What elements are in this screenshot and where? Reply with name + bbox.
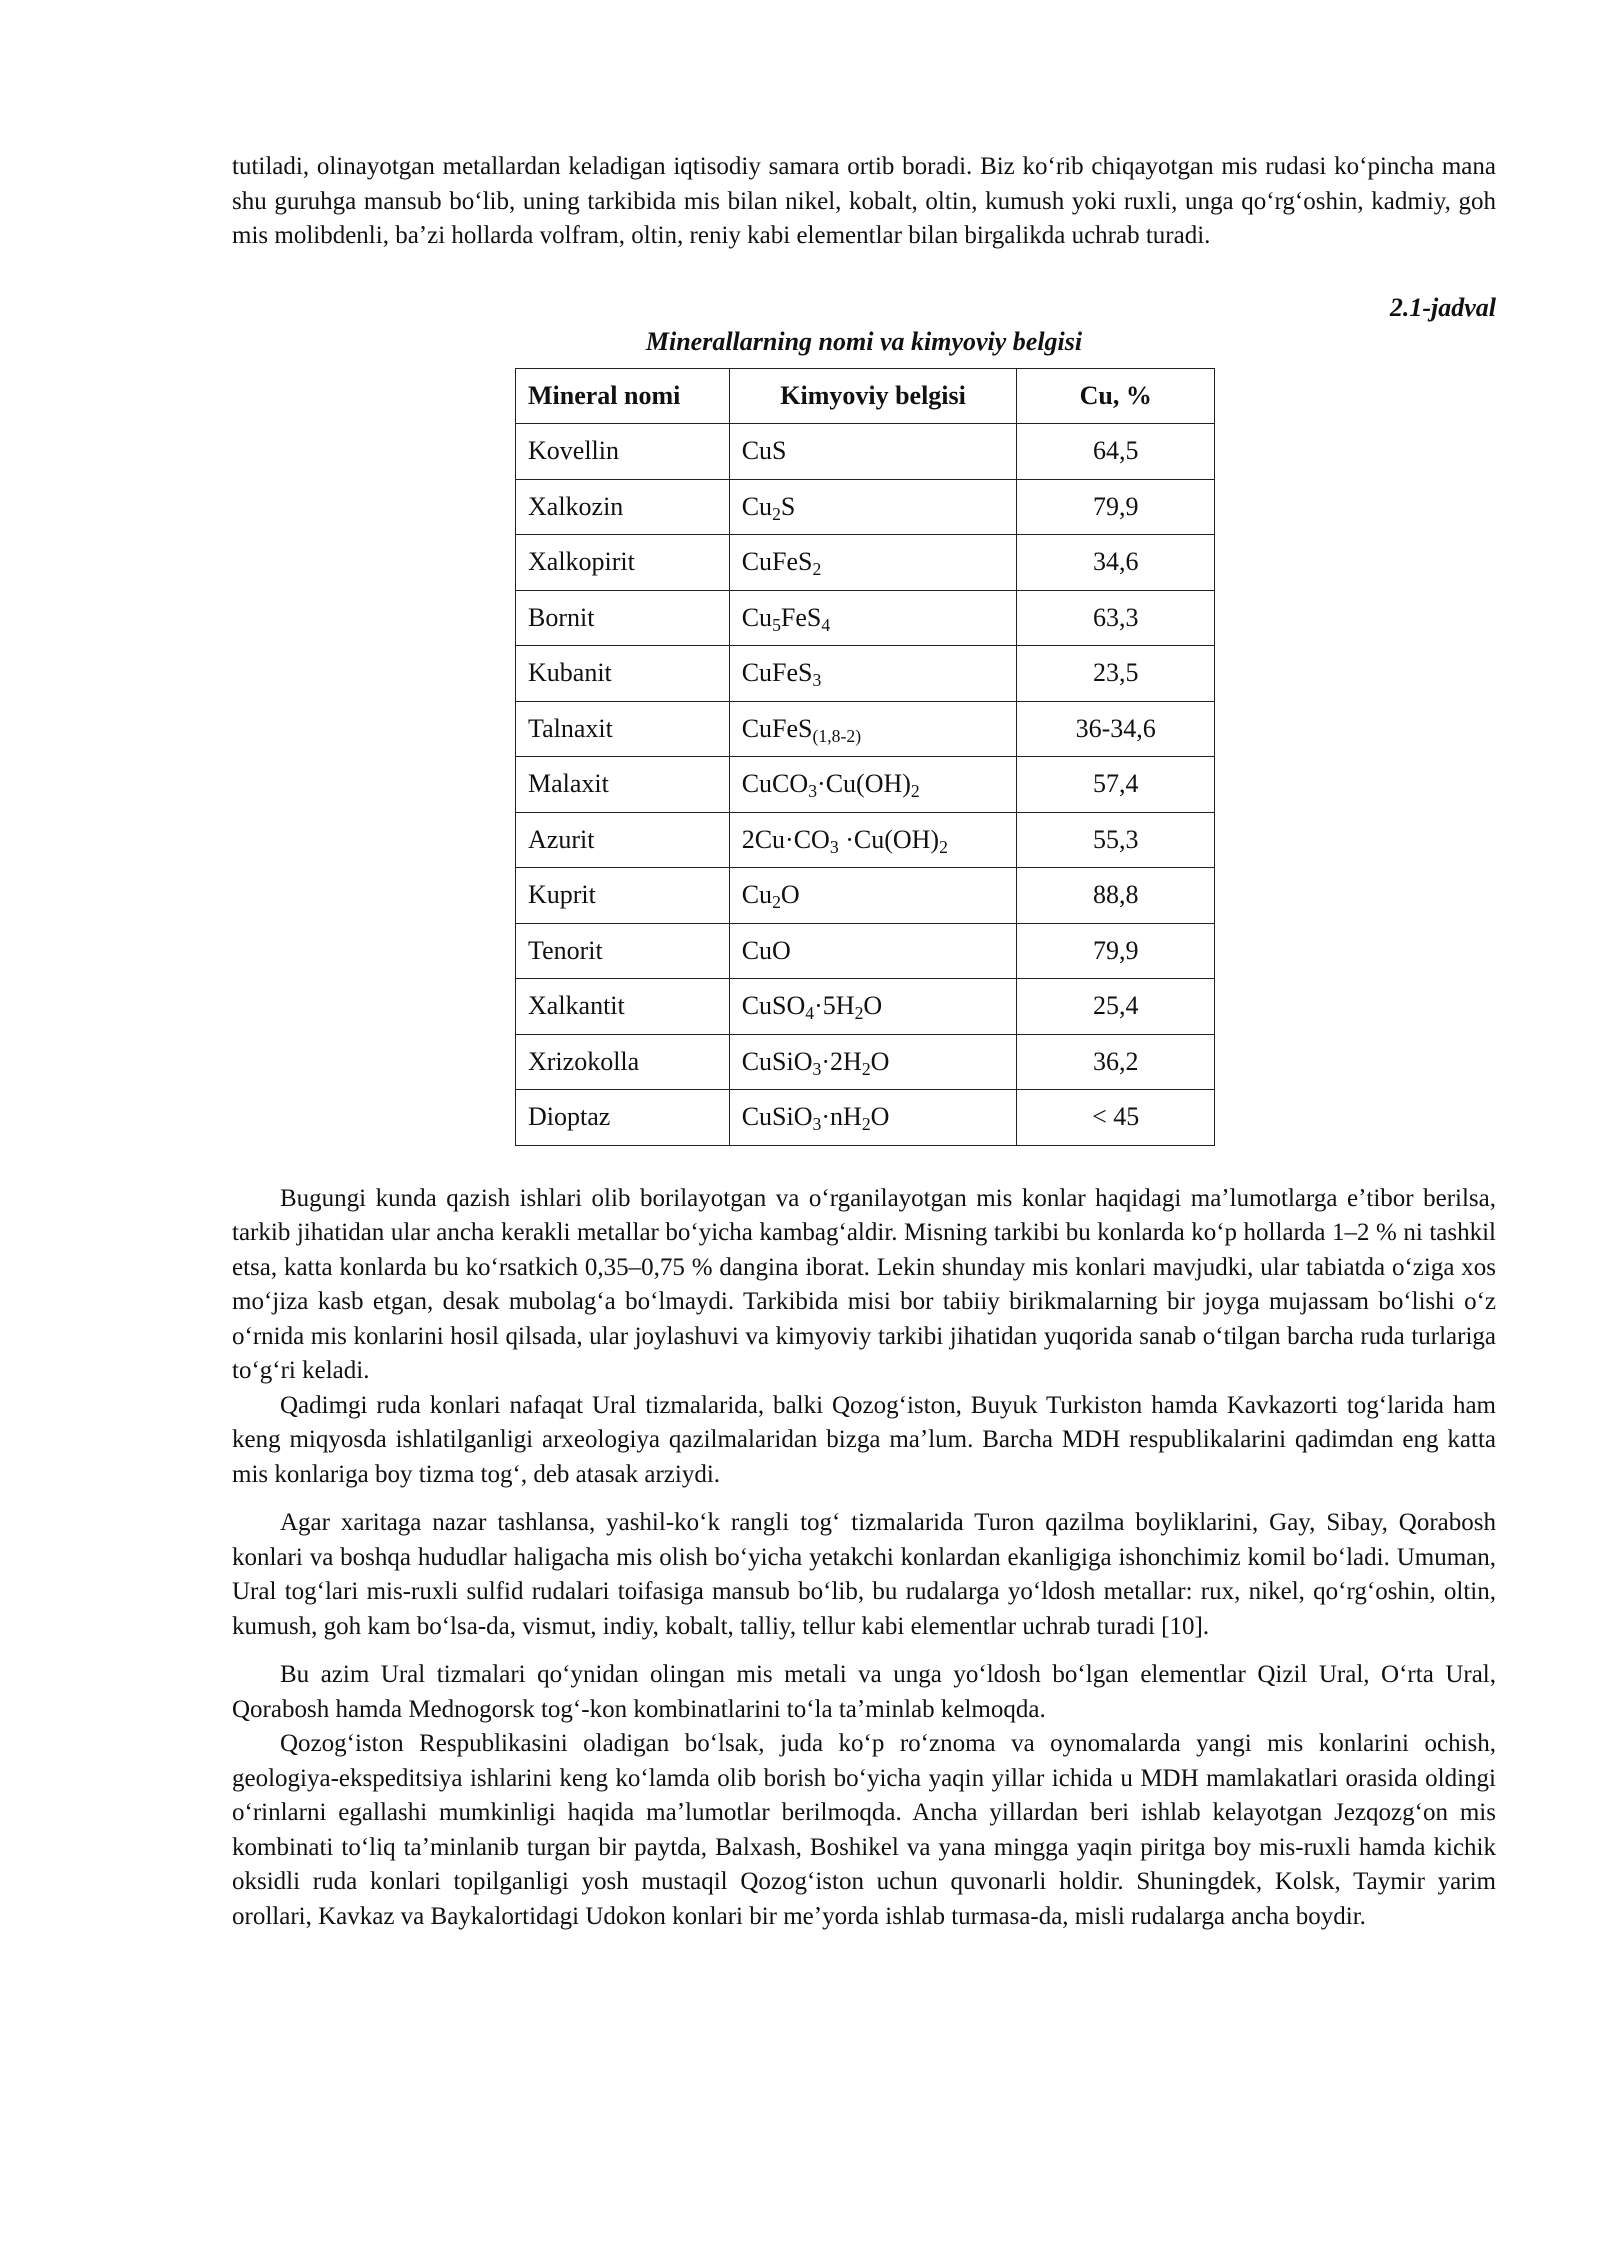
table-row <box>516 812 1215 868</box>
formula-text: CuFeS <box>741 713 813 743</box>
copper-percent-cell: 57,4 <box>1017 757 1215 813</box>
table-row <box>516 1090 1215 1146</box>
formula-subscript: 2 <box>861 1058 871 1079</box>
mineral-name-cell: Talnaxit <box>516 701 730 757</box>
mineral-name-cell: Xalkozin <box>516 479 730 535</box>
formula-subscript: (1,8-2) <box>812 725 862 746</box>
mineral-name-cell: Xalkantit <box>516 979 730 1035</box>
mineral-name-cell: Kovellin <box>516 424 730 480</box>
copper-percent-cell: 55,3 <box>1017 812 1215 868</box>
copper-percent-cell: 88,8 <box>1017 868 1215 924</box>
formula-subscript: 3 <box>808 781 818 802</box>
table-row <box>516 590 1215 646</box>
table-row <box>516 646 1215 702</box>
table-header-row <box>516 368 1215 424</box>
formula-text: ·nH <box>821 1102 862 1132</box>
formula-subscript: 2 <box>772 892 781 913</box>
formula-text: O <box>870 1046 890 1076</box>
header-copper-percent: Cu, % <box>1017 368 1215 424</box>
formula-subscript: 2 <box>772 503 781 524</box>
chemical-formula-cell <box>729 424 1017 480</box>
formula-text: FeS <box>780 602 822 632</box>
copper-percent-cell: 79,9 <box>1017 479 1215 535</box>
formula-text: CuFeS <box>741 547 813 577</box>
mineral-name-cell: Malaxit <box>516 757 730 813</box>
formula-text: O <box>780 880 800 910</box>
table-row <box>516 979 1215 1035</box>
formula-text: CuCO <box>741 769 809 799</box>
mineral-name-cell: Tenorit <box>516 923 730 979</box>
table-row <box>516 757 1215 813</box>
formula-subscript: 3 <box>812 1058 822 1079</box>
formula-text: CuSiO <box>741 1102 813 1132</box>
copper-percent-cell: 79,9 <box>1017 923 1215 979</box>
copper-percent-cell: 36-34,6 <box>1017 701 1215 757</box>
formula-subscript: 3 <box>812 670 822 691</box>
copper-percent-cell: 23,5 <box>1017 646 1215 702</box>
formula-text: 2Cu·CO <box>741 824 830 854</box>
copper-percent-cell: 63,3 <box>1017 590 1215 646</box>
body-paragraph: Qozogʻiston Respublikasini oladigan boʻlsak, juda koʻp roʻznoma va oynomalarda yangi mis konlarini ochish, geologiya-ekspeditsiya ishlarini keng koʻlamda olib borish boʻyicha yaqin yillar ichida u MDH mamlakatlari orasida oldingi oʻrinlarni egallashi mumkinligi haqida maʼlumotlar berilmoqda. Ancha yillardan beri ishlab kelayotgan Jezqozgʻon mis kombinati toʻliq taʼminlanib turgan bir paytda, Balxash, Boshikel va yana mingga yaqin piritga boy mis-ruxli hamda kichik oksidli ruda konlari topilganligi yosh mustaqil Qozogʻiston uchun quvonarli holdir. Shuningdek, Kolsk, Taymir yarim orollari, Kavkaz va Baykalortidagi Udokon konlari bir meʼyorda ishlab turmasa-da, misli rudalarga ancha boydir. <box>232 1730 1496 1930</box>
table-row <box>516 923 1215 979</box>
table-row <box>516 701 1215 757</box>
chemical-formula-cell <box>729 646 1017 702</box>
body-paragraph: Qadimgi ruda konlari nafaqat Ural tizmalarida, balki Qozogʻiston, Buyuk Turkiston hamda Kavkazorti togʻlarida ham keng miqyosda ishlatilganligi arxeologiya qazilmalaridan bizga maʼlum. Barcha MDH respublikalarini qadimdan eng katta mis konlariga boy tizma togʻ, deb atasak arziydi. <box>232 1391 1496 1488</box>
formula-text: O <box>870 1102 890 1132</box>
table-row <box>516 868 1215 924</box>
table-row <box>516 479 1215 535</box>
mineral-name-cell: Xalkopirit <box>516 535 730 591</box>
body-paragraph: Bu azim Ural tizmalari qoʻynidan olingan mis metali va unga yoʻldosh boʻlgan elementlar Qizil Ural, Oʻrta Ural, Qorabosh hamda Mednogorsk togʻ-kon kombinatlarini toʻla taʼminlab kelmoqda. <box>232 1661 1496 1723</box>
copper-percent-cell: 34,6 <box>1017 535 1215 591</box>
copper-percent-cell: 25,4 <box>1017 979 1215 1035</box>
formula-text: ·2H <box>821 1046 862 1076</box>
minerals-table <box>515 368 1215 1146</box>
formula-subscript: 3 <box>812 1114 822 1135</box>
formula-subscript: 4 <box>821 614 831 635</box>
copper-percent-cell: 64,5 <box>1017 424 1215 480</box>
formula-text: Cu <box>741 491 773 521</box>
formula-text: S <box>780 491 796 521</box>
formula-subscript: 2 <box>861 1114 871 1135</box>
formula-text: CuS <box>741 436 787 466</box>
chemical-formula-cell <box>729 1090 1017 1146</box>
formula-text: ·Cu(OH) <box>838 824 940 854</box>
formula-text: O <box>863 991 883 1021</box>
chemical-formula-cell <box>729 979 1017 1035</box>
formula-text: ·Cu(OH) <box>817 769 911 799</box>
mineral-name-cell: Dioptaz <box>516 1090 730 1146</box>
formula-text: CuO <box>741 935 791 965</box>
header-chemical-formula: Kimyoviy belgisi <box>729 368 1017 424</box>
chemical-formula-cell <box>729 1034 1017 1090</box>
chemical-formula-cell <box>729 590 1017 646</box>
table-body <box>516 424 1215 1146</box>
chemical-formula-cell <box>729 923 1017 979</box>
chemical-formula-cell <box>729 812 1017 868</box>
mineral-name-cell: Kuprit <box>516 868 730 924</box>
header-mineral-name: Mineral nomi <box>516 368 730 424</box>
formula-text: CuFeS <box>741 658 813 688</box>
paragraph-top: tutiladi, olinayotgan metallardan keladigan iqtisodiy samara ortib boradi. Biz koʻrib chiqayotgan mis rudasi koʻpincha mana shu guruhga mansub boʻlib, uning tarkibida mis bilan nikel, kobalt, oltin, kumush yoki ruxli, unga qoʻrgʻoshin, kadmiy, goh mis molibdenli, baʼzi hollarda volfram, oltin, reniy kabi elementlar bilan birgalikda uchrab turadi. <box>232 153 1496 249</box>
mineral-name-cell: Kubanit <box>516 646 730 702</box>
formula-subscript: 3 <box>829 836 839 857</box>
body-paragraph: Agar xaritaga nazar tashlansa, yashil-koʻk rangli togʻ tizmalarida Turon qazilma boyliklarini, Gay, Sibay, Qorabosh konlari va boshqa hududlar haligacha mis olish boʻyicha yetakchi konlardan ekanligiga ishonchimiz komil boʻladi. Umuman, Ural togʻlari mis-ruxli sulfid rudalari toifasiga mansub boʻlib, bu rudalarga yoʻldosh metallar: rux, nikel, qoʻrgʻoshin, oltin, kumush, goh kam boʻlsa-da, vismut, indiy, kobalt, talliy, tellur kabi elementlar uchrab turadi [10]. <box>232 1509 1496 1640</box>
formula-text: Cu <box>741 602 773 632</box>
formula-subscript: 5 <box>772 614 781 635</box>
formula-text: CuSiO <box>741 1046 813 1076</box>
formula-text: Cu <box>741 880 773 910</box>
formula-subscript: 2 <box>939 836 948 857</box>
mineral-name-cell: Xrizokolla <box>516 1034 730 1090</box>
table-number-label: 2.1-jadval <box>1389 292 1496 322</box>
table-row <box>516 424 1215 480</box>
document-page <box>232 150 1496 1934</box>
copper-percent-cell: < 45 <box>1017 1090 1215 1146</box>
body-text <box>232 1182 1496 1935</box>
formula-subscript: 2 <box>812 559 822 580</box>
mineral-name-cell: Azurit <box>516 812 730 868</box>
formula-subscript: 2 <box>910 781 920 802</box>
formula-text: ·5H <box>814 991 855 1021</box>
formula-subscript: 2 <box>854 1003 864 1024</box>
chemical-formula-cell <box>729 535 1017 591</box>
chemical-formula-cell <box>729 479 1017 535</box>
body-paragraph: Bugungi kunda qazish ishlari olib borilayotgan va oʻrganilayotgan mis konlar haqidagi maʼlumotlarga eʼtibor berilsa, tarkib jihatidan ular ancha kerakli metallar boʻyicha kambagʻaldir. Misning tarkibi bu konlarda koʻp hollarda 1–2 % ni tashkil etsa, katta konlarda bu koʻrsatkich 0,35–0,75 % dangina iborat. Lekin shunday mis konlari mavjudki, ular tabiatda oʻziga xos moʻjiza kasb etgan, desak mubolagʻa boʻlmaydi. Tarkibida misi bor tabiiy birikmalarning bir joyga mujassam boʻlishi oʻz oʻrnida mis konlarini hosil qilsada, ular joylashuvi va kimyoviy tarkibi jihatidan yuqorida sanab oʻtilgan barcha ruda turlariga toʻgʻri keladi. <box>232 1184 1496 1384</box>
mineral-name-cell: Bornit <box>516 590 730 646</box>
copper-percent-cell: 36,2 <box>1017 1034 1215 1090</box>
chemical-formula-cell <box>729 701 1017 757</box>
table-row <box>516 1034 1215 1090</box>
table-title: Minerallarning nomi va kimyoviy belgisi <box>645 326 1083 356</box>
formula-text: CuSO <box>741 991 806 1021</box>
chemical-formula-cell <box>729 868 1017 924</box>
chemical-formula-cell <box>729 757 1017 813</box>
formula-subscript: 4 <box>805 1003 815 1024</box>
table-row <box>516 535 1215 591</box>
